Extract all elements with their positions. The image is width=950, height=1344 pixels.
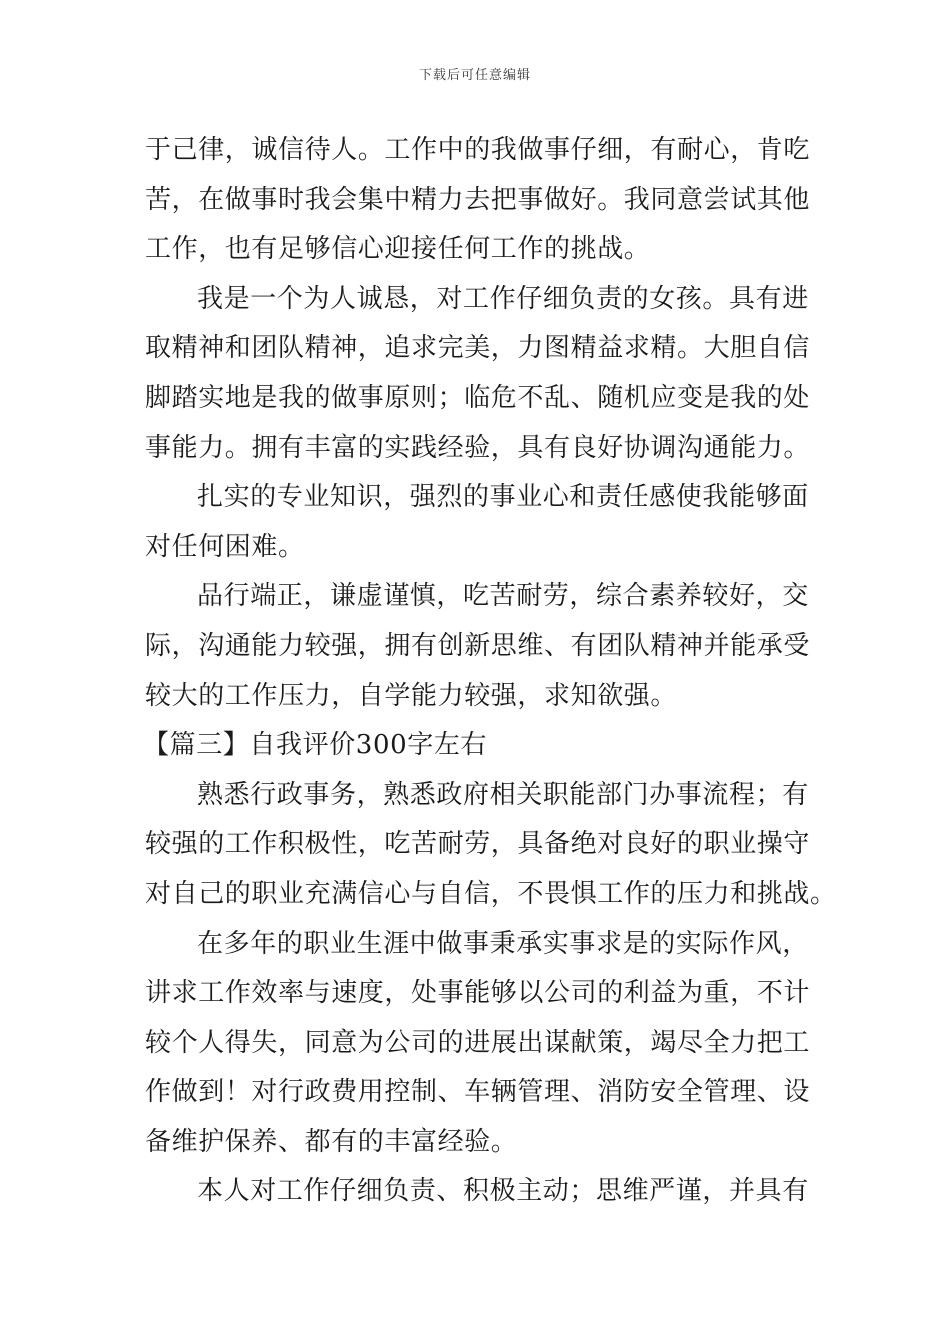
paragraph-start-line: 我是一个为人诚恳，对工作仔细负责的女孩。具有进 [197,283,809,314]
text-line: 较强的工作积极性，吃苦耐劳，具备绝对良好的职业操守 [145,829,811,860]
text-line: 备维护保养、都有的丰富经验。 [145,1126,518,1157]
text-line: 取精神和团队精神，追求完美，力图精益求精。大胆自信 [145,333,811,364]
text-line: 苦，在做事时我会集中精力去把事做好。我同意尝试其他 [145,184,811,215]
section-heading: 【篇三】自我评价300字左右 [143,730,488,761]
text-line: 对任何困难。 [145,531,305,562]
paragraph-start-line: 在多年的职业生涯中做事秉承实事求是的实际作风， [197,928,809,959]
text-line: 较个人得失，同意为公司的进展出谋献策，竭尽全力把工 [145,1027,811,1058]
paragraph-start-line: 熟悉行政事务，熟悉政府相关职能部门办事流程；有 [197,779,809,810]
text-line: 对自己的职业充满信心与自信，不畏惧工作的压力和挑战。 [145,878,837,909]
text-line: 较大的工作压力，自学能力较强，求知欲强。 [145,680,678,711]
text-line: 脚踏实地是我的做事原则；临危不乱、随机应变是我的处 [145,382,811,413]
text-line: 于己律，诚信待人。工作中的我做事仔细，有耐心，肯吃 [145,135,811,165]
page-header: 下载后可任意编辑 [418,68,531,83]
text-line: 际，沟通能力较强，拥有创新思维、有团队精神并能承受 [145,630,811,661]
text-line: 讲求工作效率与速度，处事能够以公司的利益为重，不计 [145,978,811,1009]
text-line: 工作，也有足够信心迎接任何工作的挑战。 [145,234,651,265]
text-line: 作做到！对行政费用控制、车辆管理、消防安全管理、设 [145,1077,811,1108]
paragraph-start-line: 扎实的专业知识，强烈的事业心和责任感使我能够面 [197,482,809,513]
paragraph-start-line: 本人对工作仔细负责、积极主动；思维严谨，并具有 [197,1176,809,1207]
document-body [143,126,837,1217]
text-line: 事能力。拥有丰富的实践经验，具有良好协调沟通能力。 [145,432,811,463]
paragraph-start-line: 品行端正，谦虚谨慎，吃苦耐劳，综合素养较好，交 [197,581,809,612]
